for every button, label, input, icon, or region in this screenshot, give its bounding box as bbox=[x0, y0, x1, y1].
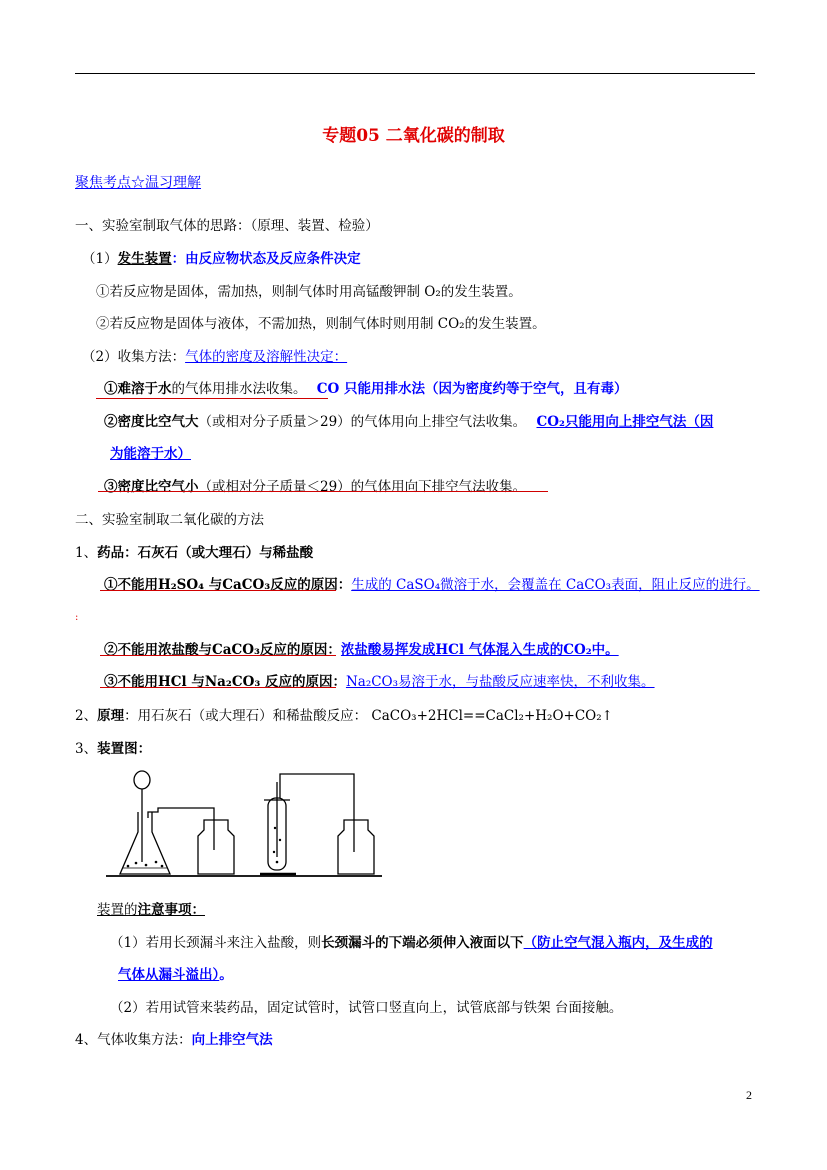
col-item-1 bbox=[104, 377, 628, 397]
reason1-a: ①不能用H₂SO₄ 与CaCO₃反应的原因： bbox=[104, 577, 352, 593]
note-2: （2）若用试管来装药品，固定试管时，试管口竖直向上，试管底部与铁架 台面接触。 bbox=[110, 1000, 623, 1016]
col-item2-a: ②密度比空气大 bbox=[104, 414, 199, 430]
funnel bbox=[134, 771, 150, 789]
red-underline-r2 bbox=[100, 655, 336, 656]
apparatus-label: 3、 bbox=[75, 741, 98, 757]
principle-text: ：用石灰石（或大理石）和稀盐酸反应： CaCO₃+2HCl==CaCl₂+H₂O+CO₂↑ bbox=[124, 708, 613, 724]
principle-title: 原理 bbox=[97, 708, 125, 724]
apparatus-title: 装置图： bbox=[97, 741, 152, 757]
col-item-3 bbox=[104, 475, 526, 495]
col-label: （2）收集方法： bbox=[82, 349, 186, 365]
reason2-b: 浓盐酸易挥发成HCl 气体混入生成的CO₂中。 bbox=[340, 642, 619, 658]
gen-item-1: ①若反应物是固体，需加热，则制气体时用高锰酸钾制 O₂的发生装置。 bbox=[96, 284, 522, 300]
col-item2-d: 为能溶于水） bbox=[110, 446, 191, 462]
part2-heading: 二、实验室制取二氧化碳的方法 bbox=[75, 512, 264, 528]
reason1-b: 生成的 CaSO₄微溶于水，会覆盖在 CaCO₃表面，阻止反应的进行。 bbox=[351, 577, 760, 593]
drug-line bbox=[75, 541, 313, 561]
collecting-bottle-1 bbox=[198, 820, 234, 874]
note1-a: （1）若用长颈漏斗来注入盐酸，则 bbox=[110, 935, 322, 951]
col-item-2 bbox=[104, 410, 713, 430]
reason3-b: Na₂CO₃易溶于水，与盐酸反应速率快，不利收集。 bbox=[345, 674, 655, 690]
gen-title: 发生装置 bbox=[117, 251, 172, 267]
red-underline-3 bbox=[98, 491, 548, 492]
apparatus-line bbox=[75, 737, 151, 757]
note1-d: 气体从漏斗溢出） bbox=[118, 967, 220, 983]
gen-line bbox=[82, 247, 361, 267]
col-item3-b: （或相对分子质量＜29）的气体用向下排空气法收集。 bbox=[198, 479, 527, 495]
gen-desc: 由反应物状态及反应条件决定 bbox=[185, 251, 361, 267]
col-item1-b: 的气体用排水法收集。 bbox=[171, 381, 307, 397]
note1-b: 长颈漏斗的下端必须伸入液面以下 bbox=[321, 935, 524, 951]
col-line bbox=[82, 345, 347, 365]
notes-line bbox=[97, 898, 205, 918]
collect-value: 向上排空气法 bbox=[191, 1032, 273, 1048]
notes-a: 装置的 bbox=[97, 902, 138, 918]
page-number: 2 bbox=[746, 1088, 752, 1102]
notes-b: 注意事项： bbox=[137, 902, 205, 918]
col-desc: 气体的密度及溶解性决定： bbox=[185, 349, 348, 365]
part1-heading: 一、实验室制取气体的思路：（原理、装置、检验） bbox=[75, 218, 379, 234]
stray-mark: : bbox=[75, 612, 79, 623]
apparatus-diagram bbox=[100, 762, 390, 892]
red-underline-r1 bbox=[100, 590, 336, 591]
gen-label: （1） bbox=[82, 251, 118, 267]
reason3-a: ③不能用HCl 与Na₂CO₃ 反应的原因： bbox=[104, 674, 346, 690]
gen-item-2: ②若反应物是固体与液体，不需加热，则制气体时则用制 CO₂的发生装置。 bbox=[96, 316, 546, 332]
reason2-a: ②不能用浓盐酸与CaCO₃反应的原因： bbox=[104, 642, 341, 658]
note1-c: （防止空气混入瓶内，及生成的 bbox=[523, 935, 713, 951]
note-1-cont bbox=[118, 963, 233, 983]
drug-label: 1、 bbox=[75, 545, 98, 561]
drug-text: 药品：石灰石（或大理石）与稀盐酸 bbox=[97, 545, 314, 561]
col-item2-c: CO₂只能用向上排空气法（因 bbox=[536, 414, 714, 430]
col-item2-b: （或相对分子质量＞29）的气体用向上排空气法收集。 bbox=[198, 414, 527, 430]
section-link[interactable]: 聚焦考点☆温习理解 bbox=[75, 175, 201, 191]
gen-colon: ： bbox=[171, 251, 186, 267]
note1-e: 。 bbox=[219, 967, 233, 983]
header-rule bbox=[75, 73, 755, 74]
red-underline-r3 bbox=[100, 687, 336, 688]
delivery-tube-2 bbox=[280, 774, 354, 852]
collecting-bottle-2 bbox=[338, 820, 374, 874]
collect-line bbox=[75, 1028, 273, 1048]
col-item1-c: CO 只能用排水法（因为密度约等于空气，且有毒） bbox=[316, 381, 628, 397]
red-underline-1 bbox=[96, 398, 328, 399]
col-item3-a: ③密度比空气小 bbox=[104, 479, 199, 495]
collect-label: 4、气体收集方法： bbox=[75, 1032, 192, 1048]
principle-label: 2、 bbox=[75, 708, 98, 724]
page-title: 专题05 二氧化碳的制取 bbox=[322, 126, 505, 146]
col-item1-a: ①难溶于水 bbox=[104, 381, 172, 397]
principle-line bbox=[75, 704, 613, 724]
note-1 bbox=[110, 931, 713, 951]
